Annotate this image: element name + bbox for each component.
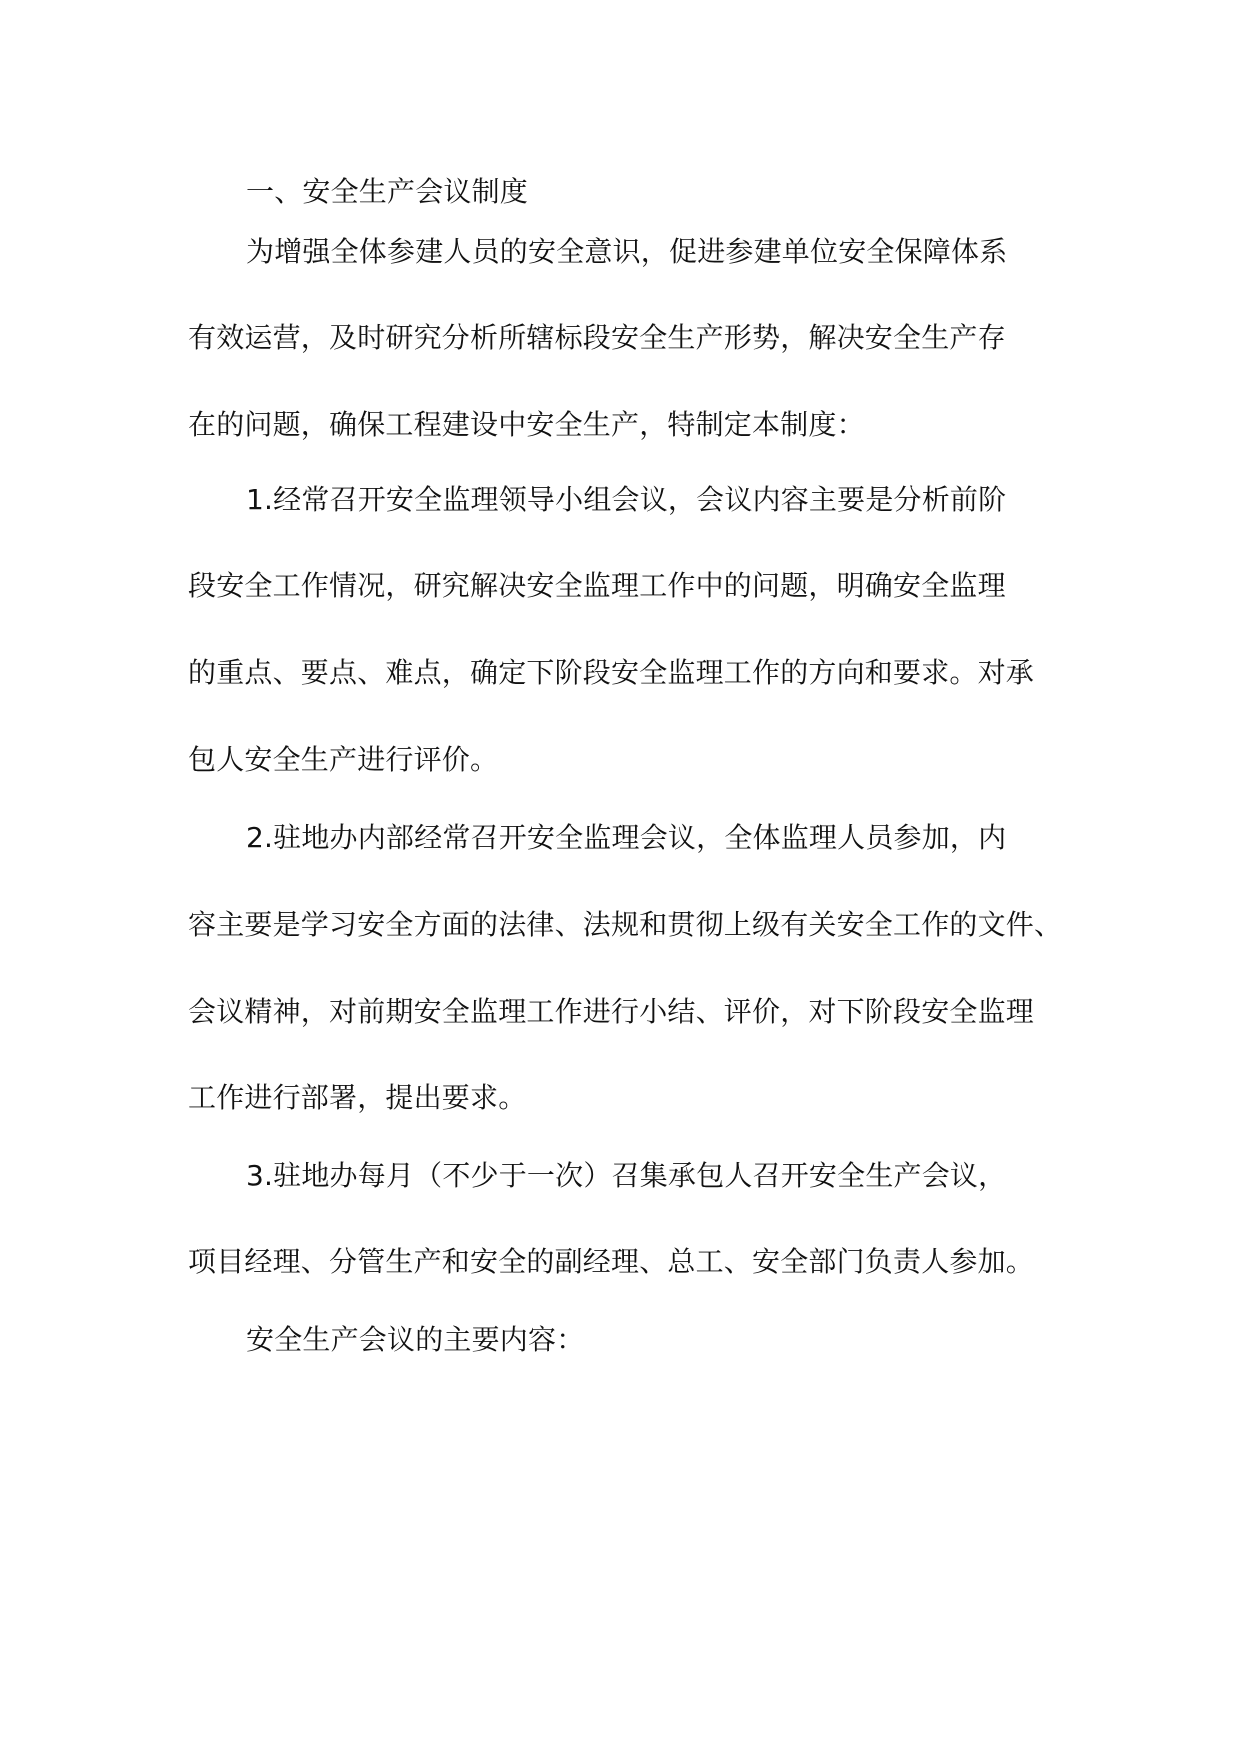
paragraph-line: 的重点、要点、难点，确定下阶段安全监理工作的方向和要求。对承 (188, 656, 1035, 689)
section-heading: 一、安全生产会议制度 (246, 175, 529, 208)
paragraph-line: 在的问题，确保工程建设中安全生产，特制定本制度： (188, 408, 865, 441)
paragraph-line: 包人安全生产进行评价。 (188, 743, 499, 776)
paragraph-line: 3.驻地办每月（不少于一次）召集承包人召开安全生产会议， (246, 1159, 1007, 1192)
paragraph-line: 为增强全体参建人员的安全意识，促进参建单位安全保障体系 (246, 235, 1008, 268)
paragraph-line: 工作进行部署，提出要求。 (188, 1081, 527, 1114)
paragraph-line: 项目经理、分管生产和安全的副经理、总工、安全部门负责人参加。 (188, 1245, 1035, 1278)
paragraph-line: 安全生产会议的主要内容： (246, 1323, 585, 1356)
paragraph-line: 2.驻地办内部经常召开安全监理会议，全体监理人员参加，内 (246, 821, 1007, 854)
paragraph-line: 段安全工作情况，研究解决安全监理工作中的问题，明确安全监理 (188, 569, 1006, 602)
paragraph-line: 容主要是学习安全方面的法律、法规和贯彻上级有关安全工作的文件、 (188, 908, 1063, 941)
paragraph-line: 会议精神，对前期安全监理工作进行小结、评价，对下阶段安全监理 (188, 995, 1035, 1028)
paragraph-line: 有效运营，及时研究分析所辖标段安全生产形势，解决安全生产存 (188, 321, 1006, 354)
paragraph-line: 1.经常召开安全监理领导小组会议，会议内容主要是分析前阶 (246, 483, 1007, 516)
